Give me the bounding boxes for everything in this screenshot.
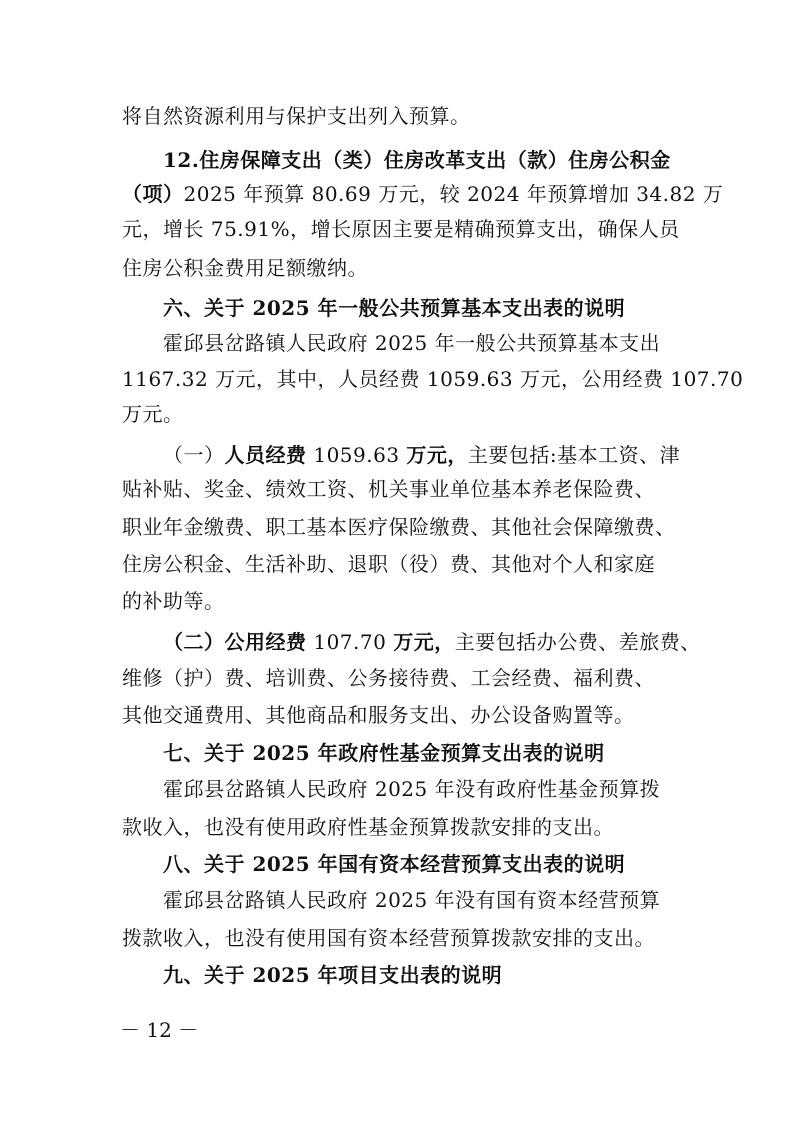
paragraph-line bbox=[163, 777, 660, 801]
paragraph-line bbox=[122, 104, 471, 128]
text-run-bold: 万元， bbox=[393, 630, 455, 654]
paragraph-line bbox=[122, 815, 614, 839]
text-run: 12.住房保障支出（类）住房改革支出（款）住房公积金 bbox=[163, 148, 671, 172]
text-run: 霍邱县岔路镇人民政府 2025 年没有国有资本经营预算 bbox=[163, 888, 661, 912]
paragraph-line bbox=[163, 443, 680, 467]
text-run: 主要包括:基本工资、津 bbox=[467, 443, 681, 467]
text-run-bold: （二）公用经费 bbox=[163, 630, 307, 654]
text-run: 拨款收入，也没有使用国有资本经营预算拨款安排的支出。 bbox=[122, 926, 655, 950]
text-run: 其他交通费用、其他商品和服务支出、办公设备购置等。 bbox=[122, 703, 635, 727]
paragraph-line bbox=[122, 926, 655, 950]
text-run: 八、关于 2025 年国有资本经营预算支出表的说明 bbox=[163, 852, 626, 876]
section-heading-12 bbox=[163, 148, 671, 172]
text-run: （一） bbox=[163, 443, 225, 467]
text-run: 住房公积金、生活补助、退职（役）费、其他对个人和家庭 bbox=[122, 552, 655, 576]
text-run: 将自然资源利用与保护支出列入预算。 bbox=[122, 104, 471, 128]
text-run: 1059.63 bbox=[306, 443, 407, 467]
text-run: 住房公积金费用足额缴纳。 bbox=[122, 256, 368, 280]
text-run: 职业年金缴费、职工基本医疗保险缴费、其他社会保障缴费、 bbox=[122, 515, 676, 539]
section-heading-8 bbox=[163, 852, 625, 876]
text-run: 霍邱县岔路镇人民政府 2025 年一般公共预算基本支出 bbox=[163, 331, 661, 355]
text-run: 107.70 bbox=[306, 630, 394, 654]
paragraph-line bbox=[122, 666, 655, 690]
page-number: － 12 － bbox=[120, 1018, 199, 1042]
paragraph-line bbox=[122, 477, 655, 501]
paragraph-line bbox=[122, 217, 680, 241]
text-run-bold: 万元， bbox=[406, 443, 468, 467]
paragraph-line bbox=[122, 402, 184, 426]
text-run: 1167.32 万元，其中，人员经费 1059.63 万元，公用经费 107.70 bbox=[122, 367, 744, 391]
section-heading-9 bbox=[163, 963, 502, 987]
paragraph-line bbox=[122, 367, 743, 391]
text-run-bold: （项） bbox=[122, 182, 184, 206]
paragraph-line bbox=[122, 703, 635, 727]
text-run: 六、关于 2025 年一般公共预算基本支出表的说明 bbox=[163, 296, 626, 320]
text-run: 万元。 bbox=[122, 402, 184, 426]
text-run: 的补助等。 bbox=[122, 589, 225, 613]
paragraph-line bbox=[163, 630, 701, 654]
paragraph-line bbox=[163, 331, 660, 355]
text-run: 九、关于 2025 年项目支出表的说明 bbox=[163, 963, 503, 987]
paragraph-line bbox=[122, 515, 676, 539]
section-heading-7 bbox=[163, 741, 605, 765]
paragraph-line bbox=[122, 552, 655, 576]
paragraph-line bbox=[163, 888, 660, 912]
text-run: 贴补贴、奖金、绩效工资、机关事业单位基本养老保险费、 bbox=[122, 477, 655, 501]
text-run: 款收入，也没有使用政府性基金预算拨款安排的支出。 bbox=[122, 815, 614, 839]
text-run: 2025 年预算 80.69 万元，较 2024 年预算增加 34.82 万 bbox=[183, 182, 724, 206]
text-run: 元，增长 75.91%，增长原因主要是精确预算支出，确保人员 bbox=[122, 217, 680, 241]
paragraph-line bbox=[122, 256, 368, 280]
text-run: 七、关于 2025 年政府性基金预算支出表的说明 bbox=[163, 741, 605, 765]
text-run: 维修（护）费、培训费、公务接待费、工会经费、福利费、 bbox=[122, 666, 655, 690]
section-heading-6 bbox=[163, 296, 625, 320]
paragraph-line bbox=[122, 182, 723, 206]
text-run-bold: 人员经费 bbox=[224, 443, 307, 467]
text-run: 主要包括办公费、差旅费、 bbox=[454, 630, 701, 654]
text-run: 霍邱县岔路镇人民政府 2025 年没有政府性基金预算拨 bbox=[163, 777, 661, 801]
paragraph-line bbox=[122, 589, 225, 613]
